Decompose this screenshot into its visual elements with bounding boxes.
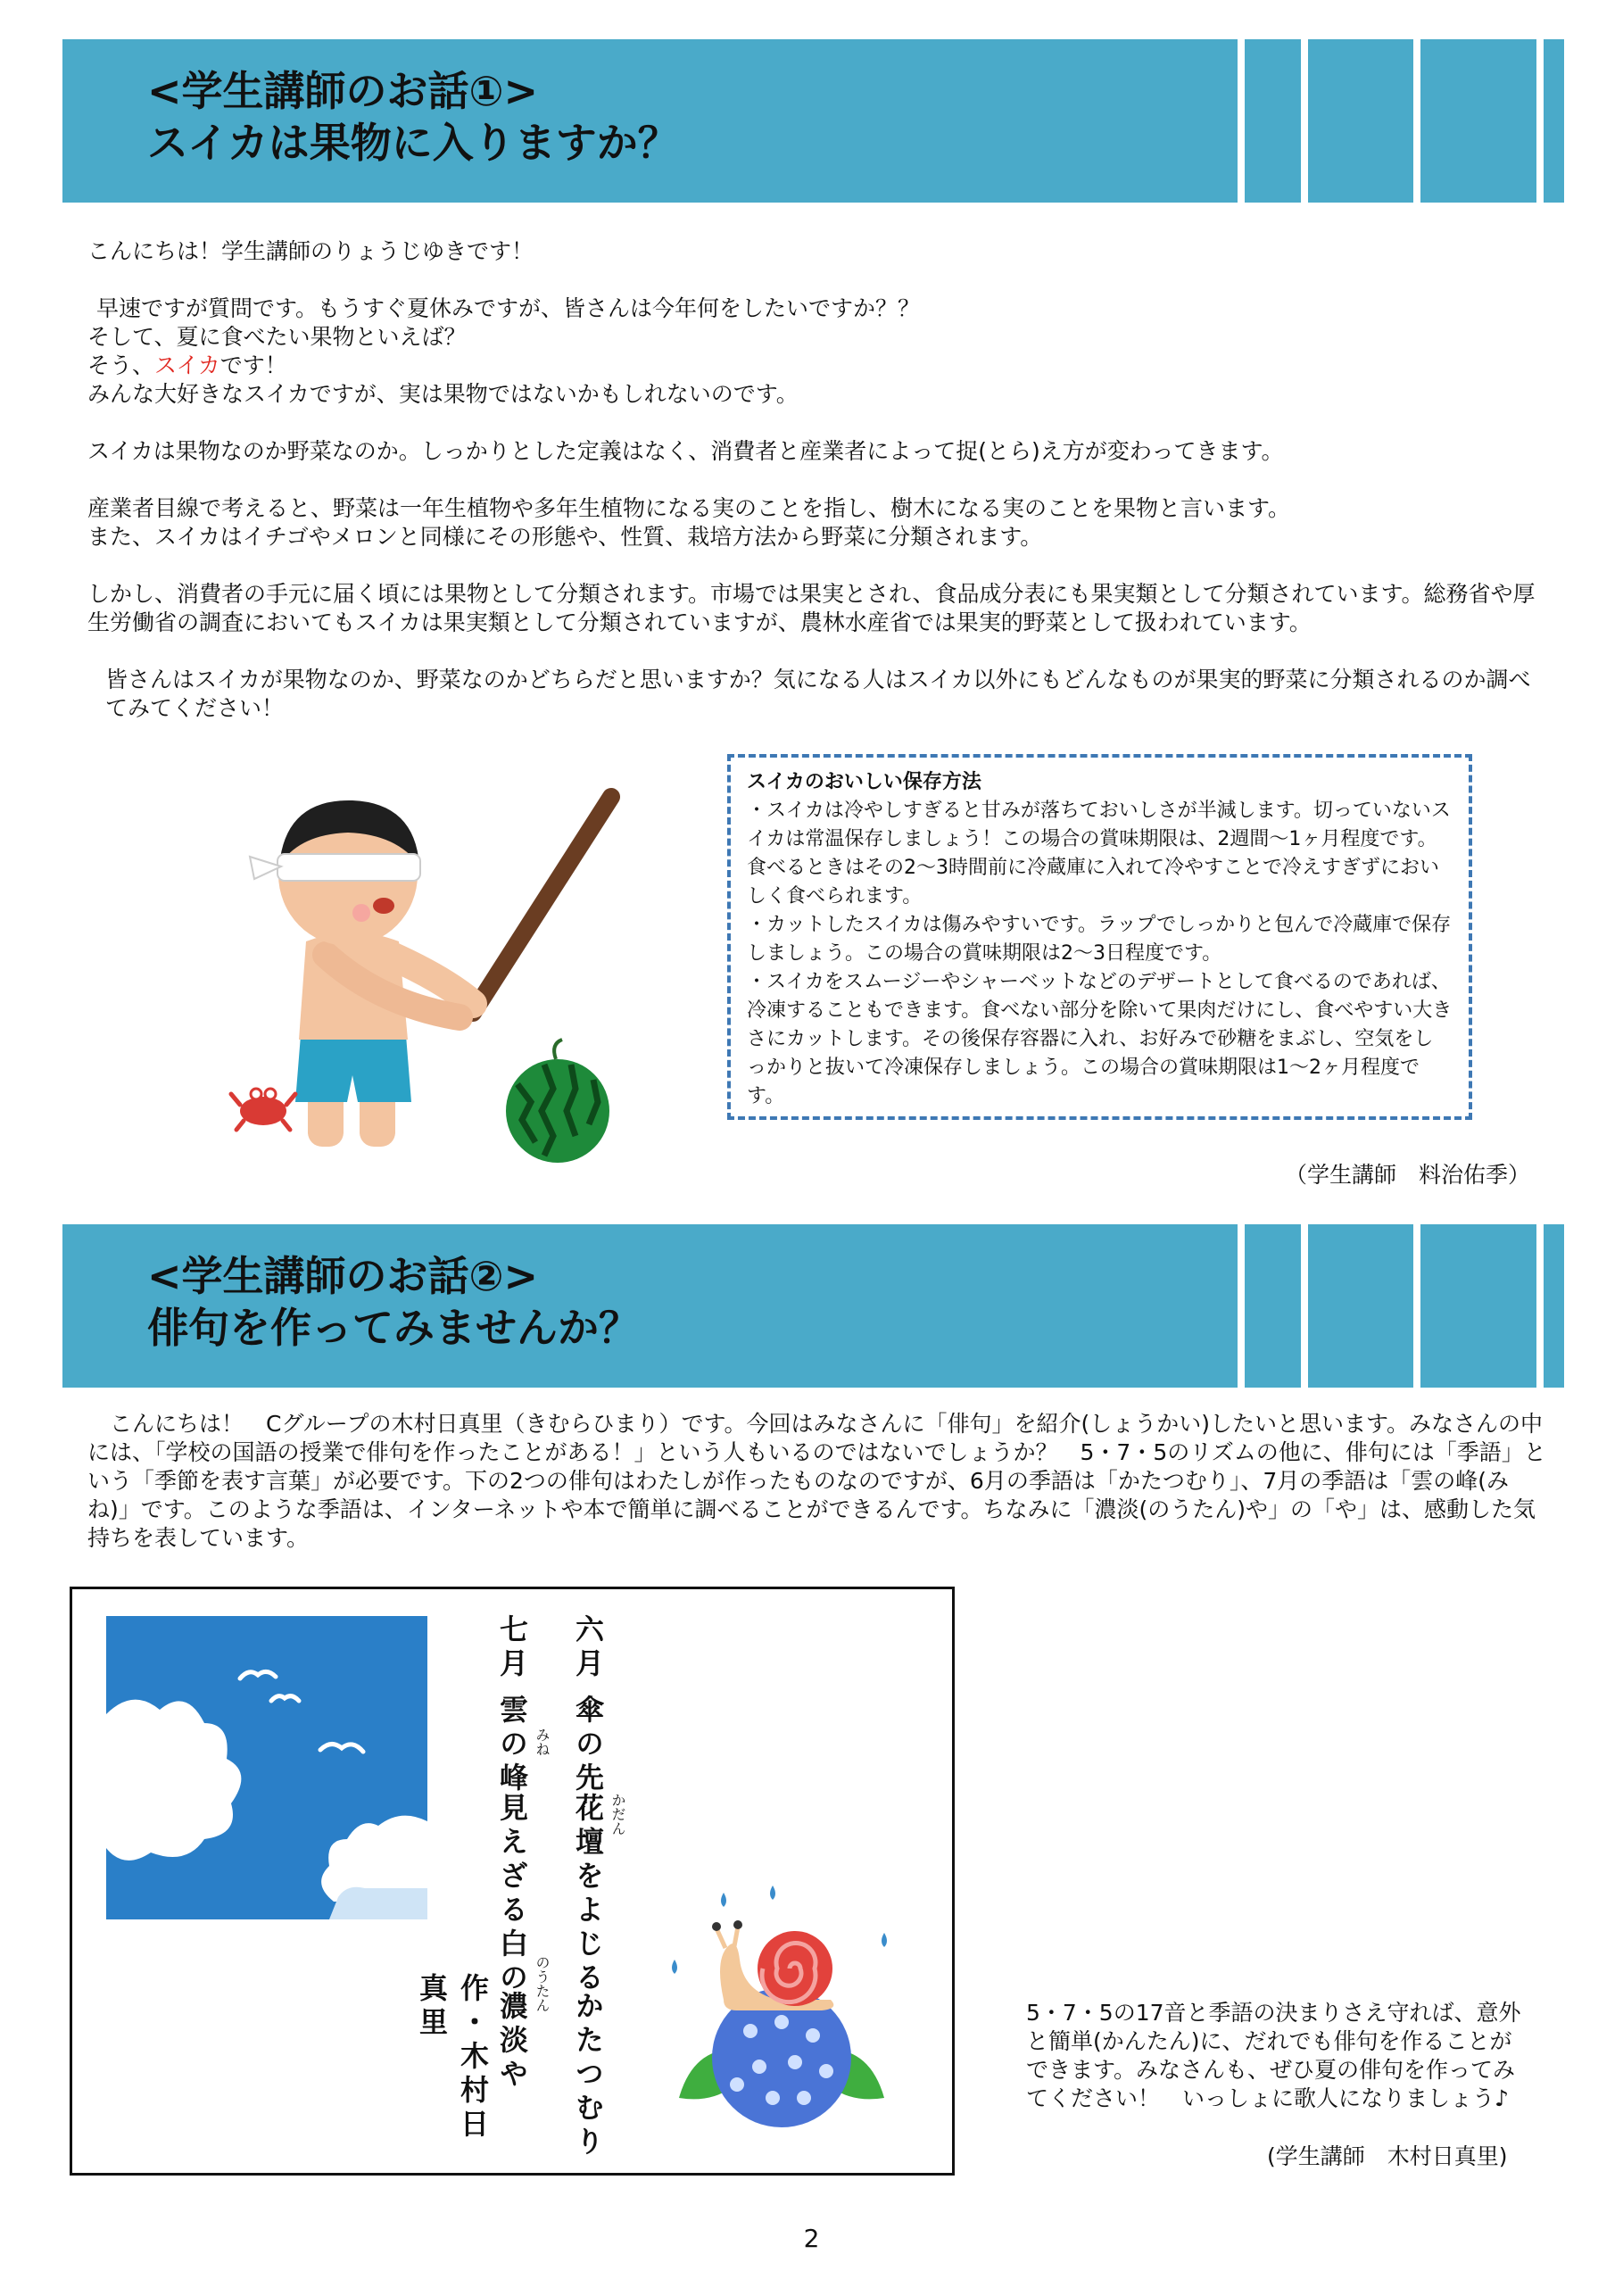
section2-intro bbox=[87, 1410, 1551, 1553]
section1-title-line1: <学生講師のお話①> bbox=[147, 67, 539, 115]
haiku2-line2: 見えざる白の bbox=[495, 1793, 529, 1996]
body-line: 皆さんはスイカが果物なのか、野菜なのかどちらだと思いますか？気になる人はスイカ以外にもどんなものが果実的野菜に分類されるのか調べてみてください！ bbox=[105, 667, 1531, 721]
body-line: スイカは果物なのか野菜なのか。しっかりとした定義はなく、消費者と産業者によって捉(とら)え方が変わってきます。 bbox=[87, 438, 1284, 464]
section1-credit: （学生講師 料治佑季） bbox=[1285, 1162, 1531, 1188]
haiku2-month: 七月 bbox=[495, 1614, 529, 1682]
haiku-frame bbox=[70, 1587, 955, 2176]
body-line: しかし、消費者の手元に届く頃には果物として分類されます。市場では果実とされ、食品成分表にも果実類として分類されています。総務省や厚生労働省の調査においてもスイカは果実類として分類されていますが、農林水産省では果実的野菜として扱われています。 bbox=[87, 581, 1536, 635]
section2-title-line1: <学生講師のお話②> bbox=[147, 1252, 539, 1300]
banner-accent-block bbox=[1420, 1224, 1536, 1388]
body-line: そして、夏に食べたい果物といえば？ bbox=[87, 324, 467, 350]
banner-accent-block bbox=[1544, 1224, 1564, 1388]
body-line: また、スイカはイチゴやメロンと同様にその形態や、性質、栽培方法から野菜に分類されます。 bbox=[87, 524, 1043, 550]
storage-tip: ・スイカは冷やしすぎると甘みが落ちておいしさが半減します。切っていないスイカは常温保存しましょう！この場合の賞味期限は、2週間〜1ヶ月程度です。食べるときはその2〜3時間前に冷蔵庫に入れて冷やすことで冷えすぎずにおいしく食べられます。 bbox=[747, 800, 1451, 908]
haiku2-line3: 濃淡や bbox=[495, 1991, 529, 2093]
ruby-noutan: のうたん bbox=[534, 1955, 551, 2012]
section1-body bbox=[87, 237, 1551, 723]
haiku1-line1: 傘の先 bbox=[571, 1695, 605, 1796]
banner-accent-block bbox=[1308, 39, 1413, 203]
storage-tip: ・カットしたスイカは傷みやすいです。ラップでしっかりと包んで冷蔵庫で保存しましょう。この場合の賞味期限は2〜3日程度です。 bbox=[747, 914, 1452, 965]
haiku2-line1: 雲の峰 bbox=[495, 1695, 529, 1796]
banner-accent-block bbox=[1420, 39, 1536, 203]
banner-accent-block bbox=[1245, 39, 1301, 203]
page-number: 2 bbox=[803, 2224, 820, 2253]
section2-title-line2: 俳句を作ってみませんか？ bbox=[147, 1304, 640, 1352]
banner-accent-block bbox=[1308, 1224, 1413, 1388]
section1-banner bbox=[62, 39, 1564, 203]
banner-accent-block bbox=[1544, 39, 1564, 203]
section2-credit: (学生講師 木村日真里) bbox=[1267, 2143, 1508, 2169]
storage-tip: ・スイカをスムージーやシャーベットなどのデザートとして食べるのであれば、冷凍することもできます。食べない部分を除いて果肉だけにし、食べやすい大きさにカットします。その後保存容器に入れ、お好みで砂糖をまぶし、空気をしっかりと抜いて冷凍保存しましょう。この場合の賞味期限は1〜2ヶ月程度です。 bbox=[747, 971, 1453, 1107]
watermelon-splitting-illustration bbox=[201, 781, 629, 1173]
body-line: 早速ですが質問です。もうすぐ夏休みですが、皆さんは今年何をしたいですか？？ bbox=[96, 295, 921, 321]
haiku-intro-text: こんにちは！ Cグループの木村日真里（きむらひまり）です。今回はみなさんに「俳句」を紹介(しょうかい)したいと思います。みなさんの中には、「学校の国語の授業で俳句を作ったことがある！」という人もいるのではないでしょうか？ 5・7・5のリズムの他に、俳句には「季語」という「季節を表す言葉」が必要です。下の2つの俳句はわたしが作ったものなのですが、6月の季語は「かたつむり」、7月の季語は「雲の峰(みね)」です。このような季語は、インターネットや本で簡単に調べることができるんです。ちなみに「濃淡(のうたん)や」の「や」は、感動した気持ちを表しています。 bbox=[87, 1411, 1546, 1551]
haiku-author: 作・木村日真里 bbox=[415, 1973, 490, 2143]
haiku1-line3: かたつむり bbox=[571, 1991, 605, 2160]
haiku1-line2: 花壇をよじる bbox=[571, 1793, 605, 1996]
haiku-side-text: 5・7・5の17音と季語の決まりさえ守れば、意外と簡単(かんたん)に、だれでも俳句を作ることができます。みなさんも、ぜひ夏の俳句を作ってみてください！ いっしょに歌人になりましょう♪ bbox=[1026, 2000, 1521, 2111]
highlight-watermelon: スイカ bbox=[154, 352, 220, 378]
greeting: こんにちは！学生講師のりょうじゆきです！ bbox=[87, 238, 534, 264]
haiku1-month: 六月 bbox=[571, 1614, 605, 1682]
ruby-mine: みね bbox=[534, 1728, 551, 1756]
snail-hydrangea-illustration bbox=[661, 1875, 902, 2143]
storage-tips-title: スイカのおいしい保存方法 bbox=[747, 771, 981, 793]
ruby-kadan: かだん bbox=[609, 1793, 626, 1836]
sky-cloud-illustration bbox=[106, 1616, 427, 1919]
body-line: そう、スイカです！ bbox=[87, 352, 287, 378]
storage-tips-box bbox=[727, 754, 1472, 1120]
body-line: みんな大好きなスイカですが、実は果物ではないかもしれないのです。 bbox=[87, 381, 799, 407]
banner-accent-block bbox=[1245, 1224, 1301, 1388]
section2-banner bbox=[62, 1224, 1564, 1388]
body-line: 産業者目線で考えると、野菜は一年生植物や多年生植物になる実のことを指し、樹木になる実のことを果物と言います。 bbox=[87, 495, 1291, 521]
section1-title-line2: スイカは果物に入りますか？ bbox=[147, 119, 679, 167]
